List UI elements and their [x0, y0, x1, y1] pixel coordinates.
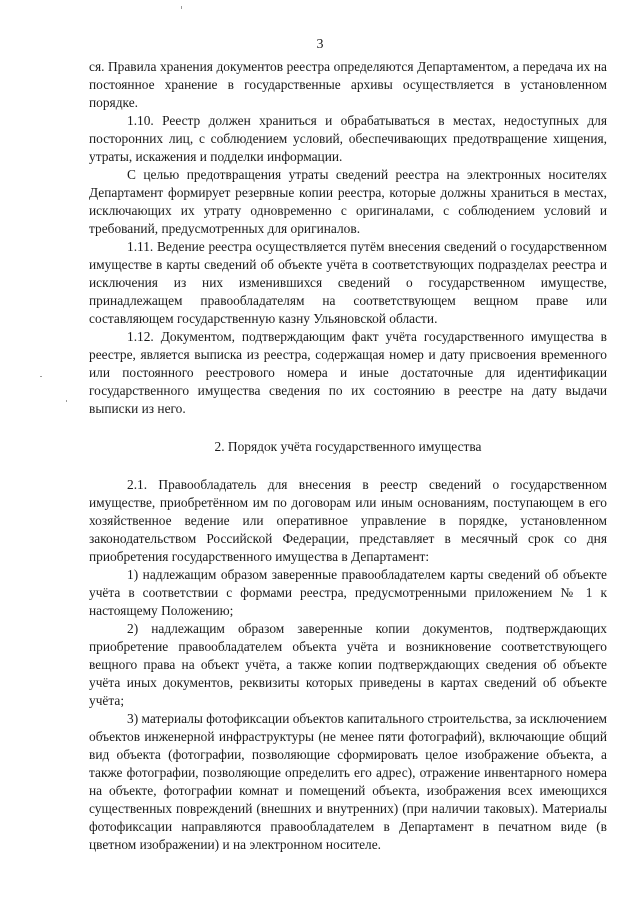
paragraph-1-11: 1.11. Ведение реестра осуществляется путём внесения сведений о государственном имуществе в карты сведений об объекте учёта в соответствующих подразделах реестра и исключения из них изменившихся сведений о государственном имуществе, принадлежащем правообладателям на соответствующем вещном праве или составляющем государственную казну Ульяновской области.	[89, 239, 607, 326]
paragraph-1-10: 1.10. Реестр должен храниться и обрабатываться в местах, недоступных для посторонних лиц, с соблюдением условий, обеспечивающих предотвращение хищения, утраты, искажения и подделки информации.	[89, 113, 607, 164]
paragraph-continuation: ся. Правила хранения документов реестра определяются Департаментом, а передача их на постоянное хранение в государственные архивы осуществляется в установленном порядке.	[89, 59, 607, 110]
paragraph-2-1: 2.1. Правообладатель для внесения в реестр сведений о государственном имуществе, приобретённом им по договорам или иным основаниям, поступающем в его хозяйственное ведение или оперативное управление в порядке, установленном законодательством Российской Федерации, представляет в месячный срок со дня приобретения государственного имущества в Департамент:	[89, 477, 607, 564]
section-heading: 2. Порядок учёта государственного имущества	[214, 439, 482, 454]
paragraph-1-12: 1.12. Документом, подтверждающим факт учёта государственного имущества в реестре, является выписка из реестра, содержащая номер и дату присвоения временного или постоянного реестрового номера и иные достаточные для идентификации государственного имущества сведения по их состоянию в реестре на дату выдачи выписки из него.	[89, 329, 607, 416]
list-item-1: 1) надлежащим образом заверенные правообладателем карты сведений об объекте учёта в соответствии с формами реестра, предусмотренными приложением № 1 к настоящему Положению;	[89, 567, 607, 618]
list-item-3: 3) материалы фотофиксации объектов капитального строительства, за исключением объектов инженерной инфраструктуры (не менее пяти фотографий), включающие общий вид объекта (фотографии, позволяющие сформировать целое изображение объекта, а также фотографии, позволяющие определить его адрес), отражение инвентарного номера на объекте, фотографии комнат и помещений объекта, изображения всех имеющихся существенных повреждений (внешних и внутренних) (при наличии таковых). Материалы фотофиксации направляются правообладателем в Департамент в печатном виде (в цветном изображении) и на электронном носителе.	[89, 711, 607, 852]
scan-speck	[40, 376, 42, 377]
list-item-2: 2) надлежащим образом заверенные копии документов, подтверждающих приобретение правообладателем объекта учёта и возникновение соответствующего вещного права на объект учёта, а также копии подтверждающих сведения об объекте учёта иных документов, реквизиты которых приведены в картах сведений об объекте учёта;	[89, 621, 607, 708]
scan-speck	[66, 400, 67, 402]
paragraph-backup-copies: С целью предотвращения утраты сведений реестра на электронных носителях Департамент формирует резервные копии реестра, которые должны храниться в местах, исключающих их утрату одновременно с оригиналами, с соблюдением условий и требований, предусмотренных для оригиналов.	[89, 167, 607, 236]
document-body	[89, 58, 607, 854]
page-number: 3	[316, 37, 324, 52]
scan-speck	[181, 6, 182, 9]
